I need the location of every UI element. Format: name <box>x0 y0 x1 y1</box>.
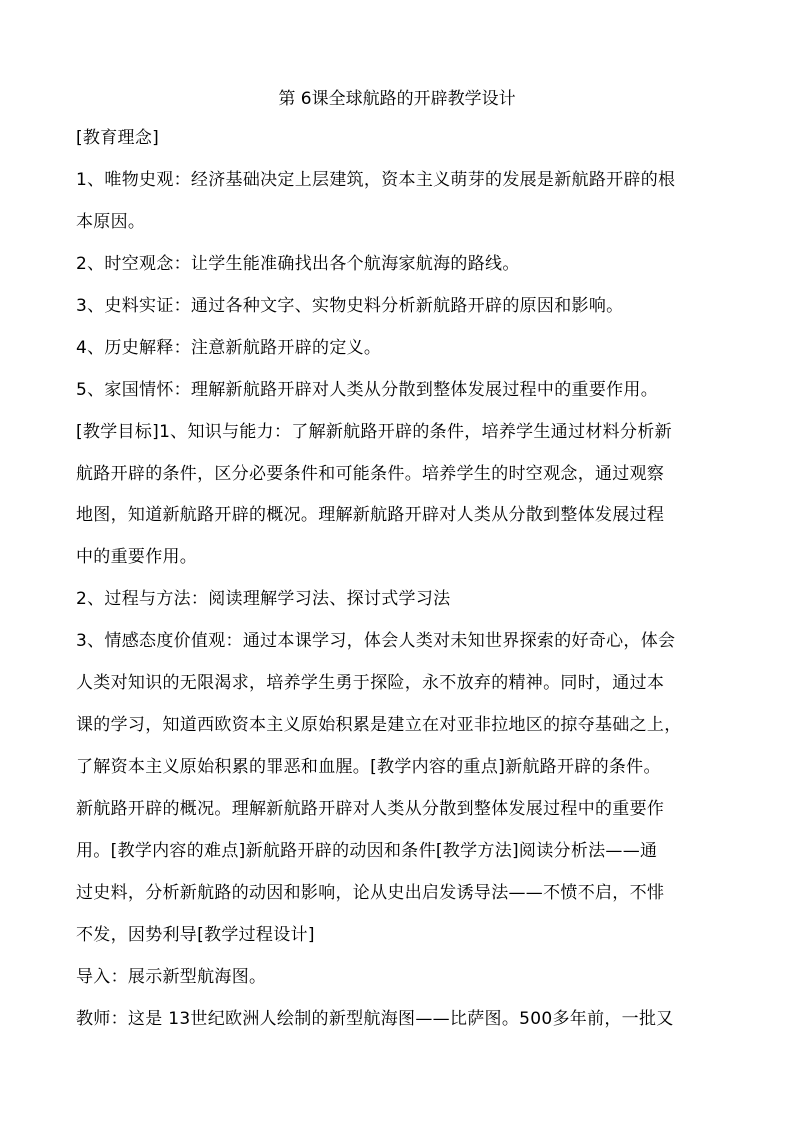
text-line: 教师：这是 13世纪欧洲人绘制的新型航海图——比萨图。500多年前，一批又 <box>76 1009 674 1029</box>
text-line: 本原因。 <box>76 212 146 232</box>
text-line: 3、情感态度价值观：通过本课学习，体会人类对未知世界探索的好奇心，体会 <box>76 631 676 651</box>
text-line: 5、家国情怀：理解新航路开辟对人类从分散到整体发展过程中的重要作用。 <box>76 380 659 400</box>
text-line: 导入：展示新型航海图。 <box>76 967 267 987</box>
text-line: 过史料，分析新航路的动因和影响，论从史出启发诱导法——不愤不启，不悱 <box>76 883 665 903</box>
text-line-education-concept-heading: [教育理念] <box>76 128 160 148</box>
text-line: 1、唯物史观：经济基础决定上层建筑，资本主义萌芽的发展是新航路开辟的根 <box>76 170 676 190</box>
text-line: 了解资本主义原始积累的罪恶和血腥。[教学内容的重点]新航路开辟的条件。 <box>76 757 661 777</box>
text-line: 4、历史解释：注意新航路开辟的定义。 <box>76 338 382 358</box>
text-line: 2、过程与方法：阅读理解学习法、探讨式学习法 <box>76 589 451 609</box>
text-line: 中的重要作用。 <box>76 547 198 567</box>
text-line: 3、史料实证：通过各种文字、实物史料分析新航路开辟的原因和影响。 <box>76 296 624 316</box>
text-line: 用。[教学内容的难点]新航路开辟的动因和条件[教学方法]阅读分析法——通 <box>76 841 658 861</box>
text-line: 不发，因势利导[教学过程设计] <box>76 925 315 945</box>
text-line: 人类对知识的无限渴求，培养学生勇于探险，永不放弃的精神。同时，通过本 <box>76 673 665 693</box>
text-line: 新航路开辟的概况。理解新航路开辟对人类从分散到整体发展过程中的重要作 <box>76 799 665 819</box>
text-line: 地图，知道新航路开辟的概况。理解新航路开辟对人类从分散到整体发展过程 <box>76 505 665 525</box>
text-line: 2、时空观念：让学生能准确找出各个航海家航海的路线。 <box>76 254 520 274</box>
document-title: 第 6课全球航路的开辟教学设计 <box>278 89 516 109</box>
text-line: [教学目标]1、知识与能力：了解新航路开辟的条件，培养学生通过材料分析新 <box>76 422 672 442</box>
text-line: 航路开辟的条件，区分必要条件和可能条件。培养学生的时空观念，通过观察 <box>76 464 665 484</box>
text-line: 课的学习，知道西欧资本主义原始积累是建立在对亚非拉地区的掠夺基础之上， <box>76 715 682 735</box>
